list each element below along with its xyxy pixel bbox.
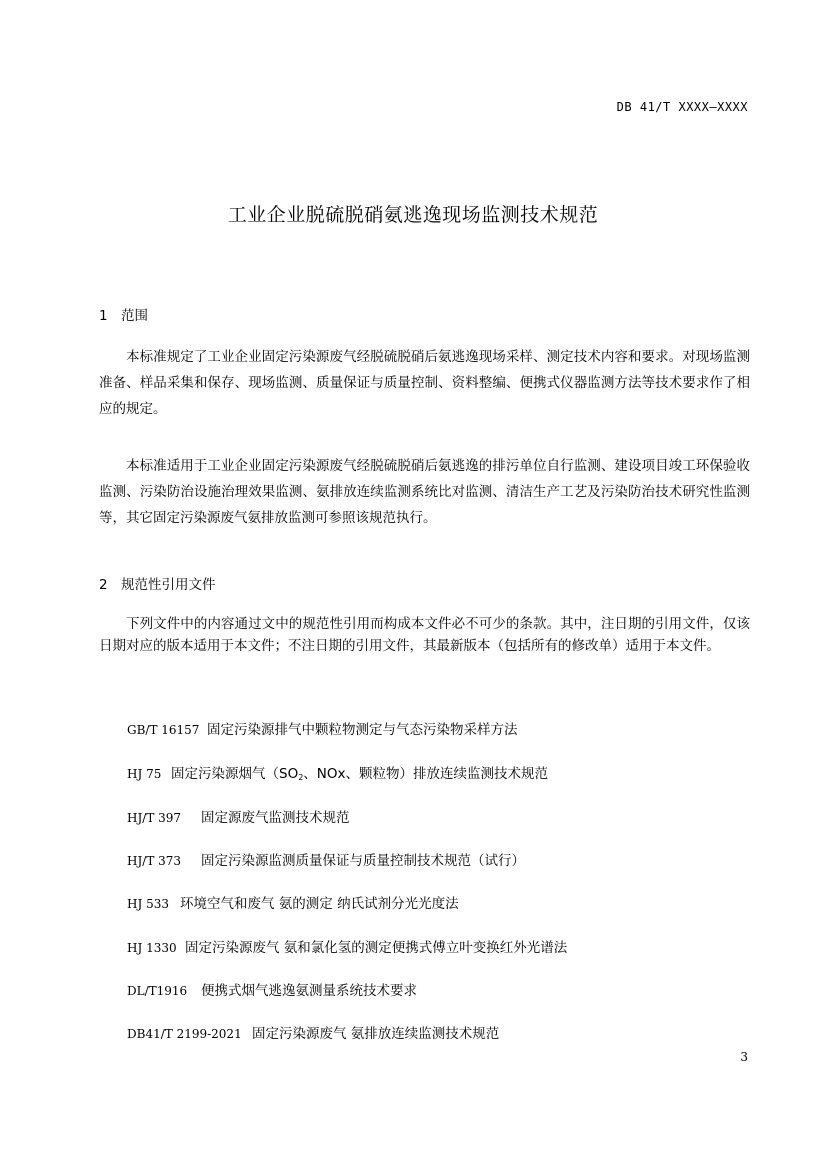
section-heading-scope	[99, 304, 148, 324]
page-number: 3	[740, 1050, 748, 1064]
reference-code: DL/T1916	[127, 984, 188, 998]
document-code: DB 41/T XXXX—XXXX	[616, 100, 748, 114]
reference-title: 固定污染源烟气（$SO_2$、NOx、颗粒物）排放连续监测技术规范	[171, 766, 549, 782]
reference-item	[127, 979, 417, 999]
scope-paragraph-2: 本标准适用于工业企业固定污染源废气经脱硫脱硝后氨逃逸的排污单位自行监测、建设项目竣工环保验收监测、污染防治设施治理效果监测、氨排放连续监测系统比对监测、清洁生产工艺及污染防治技术研究性监测等，其它固定污染源废气氨排放监测可参照该规范执行。	[99, 458, 750, 526]
reference-title: 固定污染源排气中颗粒物测定与气态污染物采样方法	[207, 722, 518, 738]
reference-item	[127, 849, 525, 869]
document-title: 工业企业脱硫脱硝氨逃逸现场监测技术规范	[227, 204, 599, 226]
reference-title: 环境空气和废气 氨的测定 纳氏试剂分光光度法	[180, 896, 459, 912]
section-heading-normative-references	[99, 573, 216, 593]
reference-item	[127, 936, 567, 956]
reference-item	[127, 1022, 499, 1042]
reference-code: HJ/T 373	[127, 854, 182, 868]
reference-code: HJ/T 397	[127, 811, 182, 825]
reference-title: 便携式烟气逃逸氨测量系统技术要求	[201, 983, 417, 999]
scope-paragraph-1: 本标准规定了工业企业固定污染源废气经脱硫脱硝后氨逃逸现场采样、测定技术内容和要求。对现场监测准备、样品采集和保存、现场监测、质量保证与质量控制、资料整编、便携式仪器监测方法等技术要求作了相应的规定。	[99, 349, 750, 417]
reference-item	[127, 892, 459, 912]
reference-code: DB41/T 2199-2021	[127, 1027, 242, 1041]
reference-item	[127, 718, 518, 738]
reference-item	[127, 806, 350, 826]
section-number: 1	[99, 308, 108, 324]
reference-title: 固定污染源监测质量保证与质量控制技术规范（试行）	[201, 853, 525, 869]
reference-title: 固定源废气监测技术规范	[201, 810, 350, 826]
reference-title: 固定污染源废气 氨和氯化氢的测定便携式傅立叶变换红外光谱法	[185, 940, 568, 956]
reference-code: HJ 75	[127, 767, 162, 781]
reference-title: 固定污染源废气 氨排放连续监测技术规范	[252, 1026, 500, 1042]
section-title: 规范性引用文件	[121, 577, 216, 593]
reference-item	[127, 762, 548, 782]
section-title: 范围	[121, 308, 148, 324]
references-intro-paragraph: 下列文件中的内容通过文中的规范性引用而构成本文件必不可少的条款。其中，注日期的引用文件，仅该日期对应的版本适用于本文件；不注日期的引用文件，其最新版本（包括所有的修改单）适用于本文件。	[99, 616, 750, 654]
reference-code: HJ 533	[127, 897, 169, 911]
reference-code: GB/T 16157	[127, 723, 200, 737]
section-number: 2	[99, 577, 108, 593]
reference-code: HJ 1330	[127, 941, 177, 955]
